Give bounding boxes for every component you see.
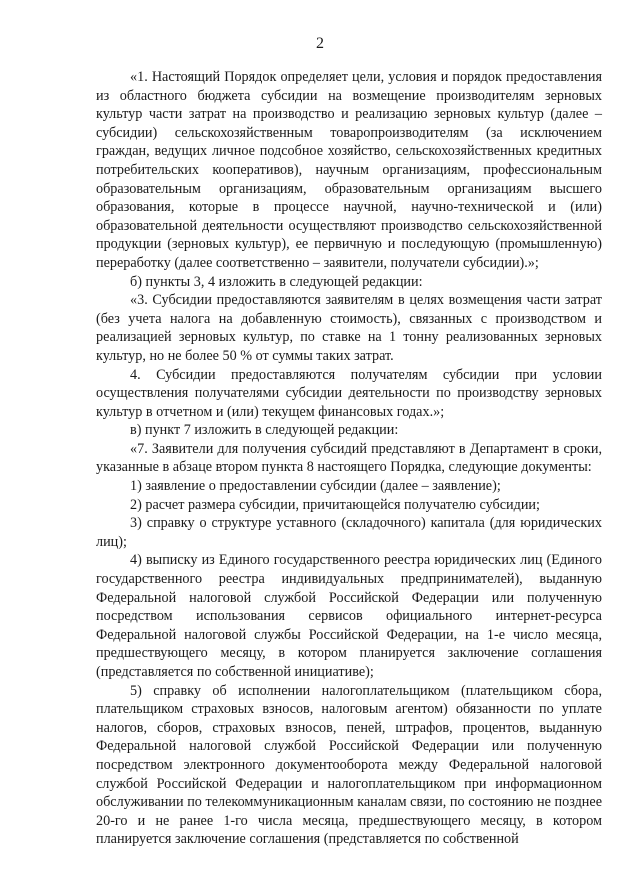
list-item-3: 3) справку о структуре уставного (складочного) капитала (для юридических лиц);: [96, 515, 602, 550]
paragraph-amendment-v: в) пункт 7 изложить в следующей редакции:: [130, 422, 399, 439]
paragraph-purpose: «1. Настоящий Порядок определяет цели, условия и порядок предоставления из областного бюджета субсидии на возмещение производителям зерновых культур части затрат на производство и реализацию зерновых культур (далее – субсидии) сельскохозяйственным товаропроизводителям (за исключением граждан, ведущих личное подсобное хозяйство, сельскохозяйственных кредитных потребительских кооперативов), научным организациям, профессиональным образовательным организациям, образовательным организациям высшего образования, которые в процессе научной, научно-технической и (или) образовательной деятельности осуществляют производство сельскохозяйственной продукции (зерновых культур), ее первичную и последующую (промышленную) переработку (далее соответственно – заявители, получатели субсидии).»;: [96, 69, 602, 271]
paragraph-amendment-b: б) пункты 3, 4 изложить в следующей редакции:: [130, 273, 423, 290]
list-item-4: 4) выписку из Единого государственного реестра юридических лиц (Единого государственного реестра индивидуальных предпринимателей), выданную Федеральной налоговой службой Российской Федерации или полученную посредством использования сервисов официального интернет-ресурса Федеральной налоговой службы Российской Федерации, на 1-е число месяца, предшествующего месяцу, в котором планируется заключение соглашения (представляется по собственной инициативе);: [96, 552, 602, 680]
list-item-5: 5) справку об исполнении налогоплательщиком (плательщиком сбора, плательщиком страховых взносов, налоговым агентом) обязанности по уплате налогов, сборов, страховых взносов, пеней, штрафов, процентов, выданную Федеральной налоговой службой Российской Федерации или полученную посредством электронного документооборота между Федеральной налоговой службой Российской Федерации и налогоплательщиком при информационном обслуживании по телекоммуникационным каналам связи, по состоянию не позднее 20-го и не ранее 1-го числа месяца, предшествующего месяцу, в котором планируется заключение соглашения (представляется по собственной: [96, 682, 602, 848]
paragraph-item-3: «3. Субсидии предоставляются заявителям в целях возмещения части затрат (без учета налога на добавленную стоимость), связанных с производством и реализацией зерновых культур, по ставке на 1 тонну реализованных зерновых культур, но не более 50 % от суммы таких затрат.: [96, 292, 602, 364]
paragraph-item-7: «7. Заявители для получения субсидий представляют в Департамент в сроки, указанные в абзаце втором пункта 8 настоящего Порядка, следующие документы:: [96, 440, 602, 476]
page-number: 2: [316, 35, 324, 52]
paragraph-item-4: 4. Субсидии предоставляются получателям субсидии при условии осуществления получателями субсидии деятельности по производству зерновых культур в отчетном и (или) текущем финансовых годах.»;: [96, 366, 602, 420]
list-item-1: 1) заявление о предоставлении субсидии (далее – заявление);: [130, 478, 501, 495]
document-body: [96, 68, 602, 849]
list-item-2: 2) расчет размера субсидии, причитающейся получателю субсидии;: [130, 496, 540, 513]
